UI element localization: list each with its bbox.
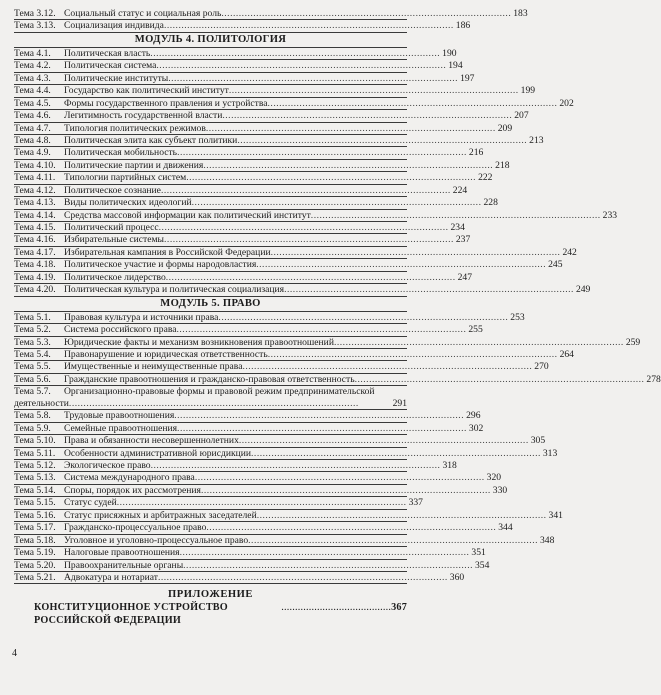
- toc-entry: [14, 209, 618, 222]
- leader-dots: ....................................................................................................: [267, 97, 558, 109]
- topic-number: Тема 4.11.: [14, 172, 56, 184]
- topic-title: Имущественные и неимущественные права: [64, 361, 243, 373]
- topic-page: 207: [514, 110, 529, 122]
- topic-title: Политическая система: [64, 60, 157, 72]
- topic-title: Статус присяжных и арбитражных заседателей: [64, 509, 257, 521]
- topic-title: Политическая мобильность: [64, 147, 178, 159]
- toc-entry: [14, 571, 465, 584]
- leader-dots: ....................................................................................................: [206, 522, 497, 534]
- leader-dots: ....................................................................................................: [221, 8, 512, 19]
- topic-page: 213: [529, 134, 544, 146]
- leader-dots: ....................................................................................................: [68, 397, 359, 409]
- leader-dots: ....................................................................................................: [222, 110, 513, 122]
- topic-page: 245: [548, 259, 563, 271]
- toc-entry: [14, 234, 471, 246]
- topic-page: 318: [442, 460, 457, 471]
- topic-title: Налоговые правоотношения: [64, 547, 180, 559]
- topic-title: Политическое участие и формы народовластия: [64, 259, 257, 271]
- toc-entry: [14, 110, 529, 122]
- topic-number: Тема 5.7.: [14, 386, 51, 398]
- toc-entry: [14, 97, 574, 110]
- topic-page: 360: [449, 571, 465, 583]
- toc-entry: [14, 197, 498, 209]
- topic-title-continued: деятельности: [14, 397, 69, 409]
- module-4-heading: МОДУЛЬ 4. ПОЛИТОЛОГИЯ: [14, 33, 407, 48]
- leader-dots: ....................................................................................................: [238, 435, 529, 447]
- toc-entry: [14, 122, 513, 135]
- topic-number: Тема 5.21.: [14, 571, 56, 583]
- topic-page: 218: [495, 159, 510, 171]
- leader-dots: ........................................: [281, 602, 392, 614]
- topic-title: Политическое сознание: [64, 184, 161, 196]
- topic-title: Политическая культура и политическая социализация: [64, 284, 285, 296]
- leader-dots: ....................................................................................................: [205, 122, 496, 134]
- topic-number: Тема 5.8.: [14, 410, 51, 422]
- topic-page: 237: [455, 234, 471, 246]
- toc-entry: [14, 72, 475, 85]
- topic-page: 247: [457, 271, 472, 283]
- topic-page: 222: [478, 172, 493, 184]
- topic-title: Средства массовой информации как политический институт: [64, 209, 311, 221]
- leader-dots: ....................................................................................................: [116, 497, 407, 509]
- toc-entry: [14, 259, 563, 271]
- topic-number: Тема 4.20.: [14, 284, 56, 296]
- topic-title: Права и обязанности несовершеннолетних: [64, 435, 239, 447]
- topic-number: Тема 5.20.: [14, 559, 56, 571]
- topic-title: Избирательные системы: [64, 234, 165, 246]
- leader-dots: ....................................................................................................: [164, 234, 454, 246]
- leader-dots: ....................................................................................................: [237, 134, 528, 146]
- topic-page: 313: [542, 447, 558, 459]
- leader-dots: ....................................................................................................: [168, 72, 459, 84]
- leader-dots: ....................................................................................................: [158, 222, 449, 233]
- topic-number: Тема 4.7.: [14, 122, 51, 134]
- topic-title: Политический процесс: [64, 222, 159, 233]
- leader-dots: ....................................................................................................: [248, 534, 538, 546]
- leader-dots: ....................................................................................................: [354, 373, 645, 385]
- topic-number: Тема 4.19.: [14, 271, 56, 283]
- toc-entry: [14, 336, 641, 349]
- topic-number: Тема 4.4.: [14, 85, 51, 97]
- toc-entry: [14, 348, 574, 361]
- page-number: 4: [12, 648, 17, 659]
- topic-title: Семейные правоотношения: [64, 422, 178, 434]
- topic-title: Организационно-правовые формы и правовой режим предпринимательской: [64, 386, 375, 398]
- toc-entry: [14, 447, 558, 460]
- leader-dots: ....................................................................................................: [150, 47, 441, 59]
- leader-dots: ....................................................................................................: [183, 559, 473, 571]
- topic-number: Тема 5.1.: [14, 311, 51, 323]
- toc-entry: [14, 386, 407, 410]
- topic-page: 190: [442, 47, 457, 59]
- toc-top-rows: [14, 8, 528, 33]
- leader-dots: ....................................................................................................: [186, 172, 477, 184]
- toc-entry: [14, 422, 484, 435]
- topic-page: 259: [625, 336, 641, 348]
- topic-page: 354: [474, 559, 490, 571]
- toc-entry: [14, 534, 555, 547]
- topic-page: 291: [392, 397, 407, 409]
- toc-entry: [14, 284, 591, 296]
- topic-number: Тема 5.10.: [14, 435, 56, 447]
- topic-number: Тема 4.16.: [14, 234, 56, 246]
- topic-page: 348: [540, 534, 555, 546]
- leader-dots: ....................................................................................................: [228, 85, 519, 97]
- topic-number: Тема 3.12.: [14, 8, 56, 19]
- topic-number: Тема 5.18.: [14, 534, 56, 546]
- leader-dots: ....................................................................................................: [179, 547, 470, 559]
- toc-entry: [14, 271, 472, 284]
- topic-title: Трудовые правоотношения: [64, 410, 175, 422]
- leader-dots: ....................................................................................................: [200, 484, 491, 496]
- topic-number: Тема 4.13.: [14, 197, 56, 209]
- toc-entry: [14, 373, 661, 386]
- topic-number: Тема 4.2.: [14, 60, 51, 72]
- module-5-heading: МОДУЛЬ 5. ПРАВО: [14, 297, 407, 312]
- topic-page: 341: [548, 509, 563, 521]
- leader-dots: ....................................................................................................: [165, 271, 456, 283]
- appendix-title: КОНСТИТУЦИОННОЕ УСТРОЙСТВО РОССИЙСКОЙ ФЕДЕРАЦИИ: [34, 602, 228, 627]
- topic-title: Типологии партийных систем: [64, 172, 187, 184]
- topic-number: Тема 5.14.: [14, 484, 56, 496]
- topic-title: Типология политических режимов: [64, 122, 206, 134]
- topic-title: Избирательная кампания в Российской Федерации: [64, 246, 271, 258]
- topic-title: Политические институты: [64, 72, 169, 84]
- toc-entry: [14, 172, 493, 184]
- topic-title: Формы государственного правления и устройства: [64, 97, 268, 109]
- toc-entry: [14, 85, 536, 97]
- leader-dots: ....................................................................................................: [194, 472, 485, 484]
- leader-dots: ....................................................................................................: [203, 159, 494, 171]
- toc-entry: [14, 509, 563, 522]
- topic-number: Тема 5.19.: [14, 547, 56, 559]
- toc-entry: [14, 60, 463, 72]
- topic-title: Адвокатура и нотариат: [64, 571, 158, 583]
- toc-entry: [14, 147, 484, 159]
- leader-dots: ....................................................................................................: [256, 259, 547, 271]
- leader-dots: ....................................................................................................: [177, 147, 467, 159]
- topic-number: Тема 5.17.: [14, 522, 56, 534]
- toc-entry: [14, 311, 525, 324]
- toc-entry: [14, 472, 502, 484]
- toc-entry: [14, 497, 423, 509]
- leader-dots: ....................................................................................................: [267, 348, 558, 360]
- topic-page: 253: [510, 311, 525, 323]
- topic-page: 255: [468, 324, 483, 336]
- topic-number: Тема 4.17.: [14, 246, 56, 258]
- topic-page: 233: [602, 209, 618, 221]
- leader-dots: ....................................................................................................: [242, 361, 533, 373]
- topic-number: Тема 5.5.: [14, 361, 51, 373]
- appendix-page: 367: [391, 602, 407, 614]
- topic-number: Тема 4.14.: [14, 209, 56, 221]
- toc-entry: [14, 410, 481, 422]
- topic-number: Тема 4.12.: [14, 184, 56, 196]
- leader-dots: ....................................................................................................: [191, 197, 482, 209]
- topic-number: Тема 5.6.: [14, 373, 51, 385]
- topic-title: Экологическое право: [64, 460, 151, 471]
- toc-entry: [14, 435, 546, 447]
- topic-page: 305: [530, 435, 546, 447]
- topic-page: 194: [448, 60, 463, 72]
- leader-dots: ....................................................................................................: [150, 460, 441, 471]
- topic-number: Тема 4.18.: [14, 259, 56, 271]
- leader-dots: ....................................................................................................: [163, 20, 454, 32]
- toc-entry: [14, 184, 468, 197]
- leader-dots: ....................................................................................................: [333, 336, 624, 348]
- topic-number: Тема 4.3.: [14, 72, 51, 84]
- leader-dots: ....................................................................................................: [160, 184, 451, 196]
- toc-entry: [14, 246, 577, 259]
- leader-dots: ....................................................................................................: [256, 509, 547, 521]
- topic-page: 242: [562, 246, 577, 258]
- toc-entry: [14, 522, 513, 534]
- topic-number: Тема 5.15.: [14, 497, 56, 509]
- leader-dots: ....................................................................................................: [177, 422, 467, 434]
- topic-number: Тема 4.6.: [14, 110, 51, 122]
- topic-page: 337: [408, 497, 423, 509]
- topic-title: Социальный статус и социальная роль: [64, 8, 222, 19]
- topic-page: 209: [497, 122, 513, 134]
- toc-entry: [14, 134, 544, 147]
- topic-page: 228: [483, 197, 498, 209]
- topic-number: Тема 5.16.: [14, 509, 56, 521]
- topic-number: Тема 5.13.: [14, 472, 56, 484]
- toc-entry: [14, 559, 490, 572]
- topic-number: Тема 5.3.: [14, 336, 51, 348]
- leader-dots: ....................................................................................................: [270, 246, 561, 258]
- leader-dots: ....................................................................................................: [157, 571, 448, 583]
- topic-title: Уголовное и уголовно-процессуальное право: [64, 534, 249, 546]
- topic-title: Правовая культура и источники права: [64, 311, 219, 323]
- topic-number: Тема 4.15.: [14, 222, 56, 233]
- toc-entry: [14, 8, 528, 20]
- topic-title: Политические партии и движения: [64, 159, 204, 171]
- topic-title: Правонарушение и юридическая ответственность: [64, 348, 268, 360]
- topic-title: Политическая власть: [64, 47, 151, 59]
- topic-title: Политическая элита как субъект политики: [64, 134, 238, 146]
- topic-title: Виды политических идеологий: [64, 197, 192, 209]
- topic-title: Гражданские правоотношения и гражданско-правовая ответственность: [64, 373, 355, 385]
- topic-title: Правоохранительные органы: [64, 559, 184, 571]
- topic-number: Тема 5.9.: [14, 422, 51, 434]
- leader-dots: ....................................................................................................: [251, 447, 541, 459]
- toc-entry: [14, 460, 457, 472]
- table-of-contents: [14, 8, 661, 627]
- module-5-rows: [14, 311, 661, 585]
- topic-page: 224: [452, 184, 468, 196]
- toc-entry: [14, 547, 486, 559]
- topic-title: Споры, порядок их рассмотрения: [64, 484, 201, 496]
- topic-page: 234: [450, 222, 465, 233]
- topic-page: 216: [468, 147, 484, 159]
- topic-number: Тема 4.9.: [14, 147, 51, 159]
- topic-page: 249: [575, 284, 591, 296]
- toc-entry: [14, 20, 471, 32]
- leader-dots: ....................................................................................................: [156, 60, 447, 72]
- topic-page: 278: [646, 373, 661, 385]
- appendix-entry: [14, 601, 407, 627]
- topic-number: Тема 5.4.: [14, 348, 51, 360]
- topic-page: 296: [466, 410, 481, 422]
- toc-entry: [14, 222, 465, 234]
- topic-number: Тема 4.1.: [14, 47, 51, 59]
- toc-entry: [14, 361, 549, 373]
- topic-page: 186: [455, 20, 471, 32]
- leader-dots: ....................................................................................................: [218, 311, 509, 323]
- toc-entry: [14, 47, 457, 60]
- topic-page: 183: [513, 8, 528, 19]
- topic-number: Тема 4.5.: [14, 97, 51, 109]
- topic-number: Тема 5.11.: [14, 447, 56, 459]
- topic-title: Система российского права: [64, 324, 177, 336]
- leader-dots: ....................................................................................................: [284, 284, 574, 296]
- leader-dots: ....................................................................................................: [310, 209, 601, 221]
- topic-page: 320: [486, 472, 502, 484]
- topic-title: Система международного права: [64, 472, 195, 484]
- topic-number: Тема 3.13.: [14, 20, 56, 32]
- topic-title: Государство как политический институт: [64, 85, 229, 97]
- topic-page: 264: [559, 348, 574, 360]
- topic-page: 351: [471, 547, 486, 559]
- topic-page: 199: [520, 85, 536, 97]
- topic-title: Легитимность государственной власти: [64, 110, 223, 122]
- leader-dots: ....................................................................................................: [176, 324, 467, 336]
- topic-title: Юридические факты и механизм возникновения правоотношений: [64, 336, 334, 348]
- appendix-heading: ПРИЛОЖЕНИЕ: [168, 589, 253, 601]
- topic-number: Тема 5.12.: [14, 460, 56, 471]
- topic-page: 270: [534, 361, 549, 373]
- leader-dots: ....................................................................................................: [174, 410, 465, 422]
- topic-title: Социализация индивида: [64, 20, 164, 32]
- topic-title: Статус судей: [64, 497, 117, 509]
- toc-entry: [14, 324, 483, 336]
- topic-number: Тема 4.10.: [14, 159, 56, 171]
- topic-page: 344: [498, 522, 513, 534]
- topic-page: 330: [492, 484, 508, 496]
- topic-page: 197: [460, 72, 475, 84]
- toc-entry: [14, 484, 508, 497]
- topic-title: Политическое лидерство: [64, 271, 166, 283]
- topic-number: Тема 4.8.: [14, 134, 51, 146]
- toc-entry: [14, 159, 510, 172]
- topic-number: Тема 5.2.: [14, 324, 51, 336]
- module-4-rows: [14, 47, 618, 297]
- topic-title: Особенности административной юрисдикции: [64, 447, 252, 459]
- topic-title: Гражданско-процессуальное право: [64, 522, 207, 534]
- topic-page: 202: [559, 97, 574, 109]
- topic-page: 302: [468, 422, 484, 434]
